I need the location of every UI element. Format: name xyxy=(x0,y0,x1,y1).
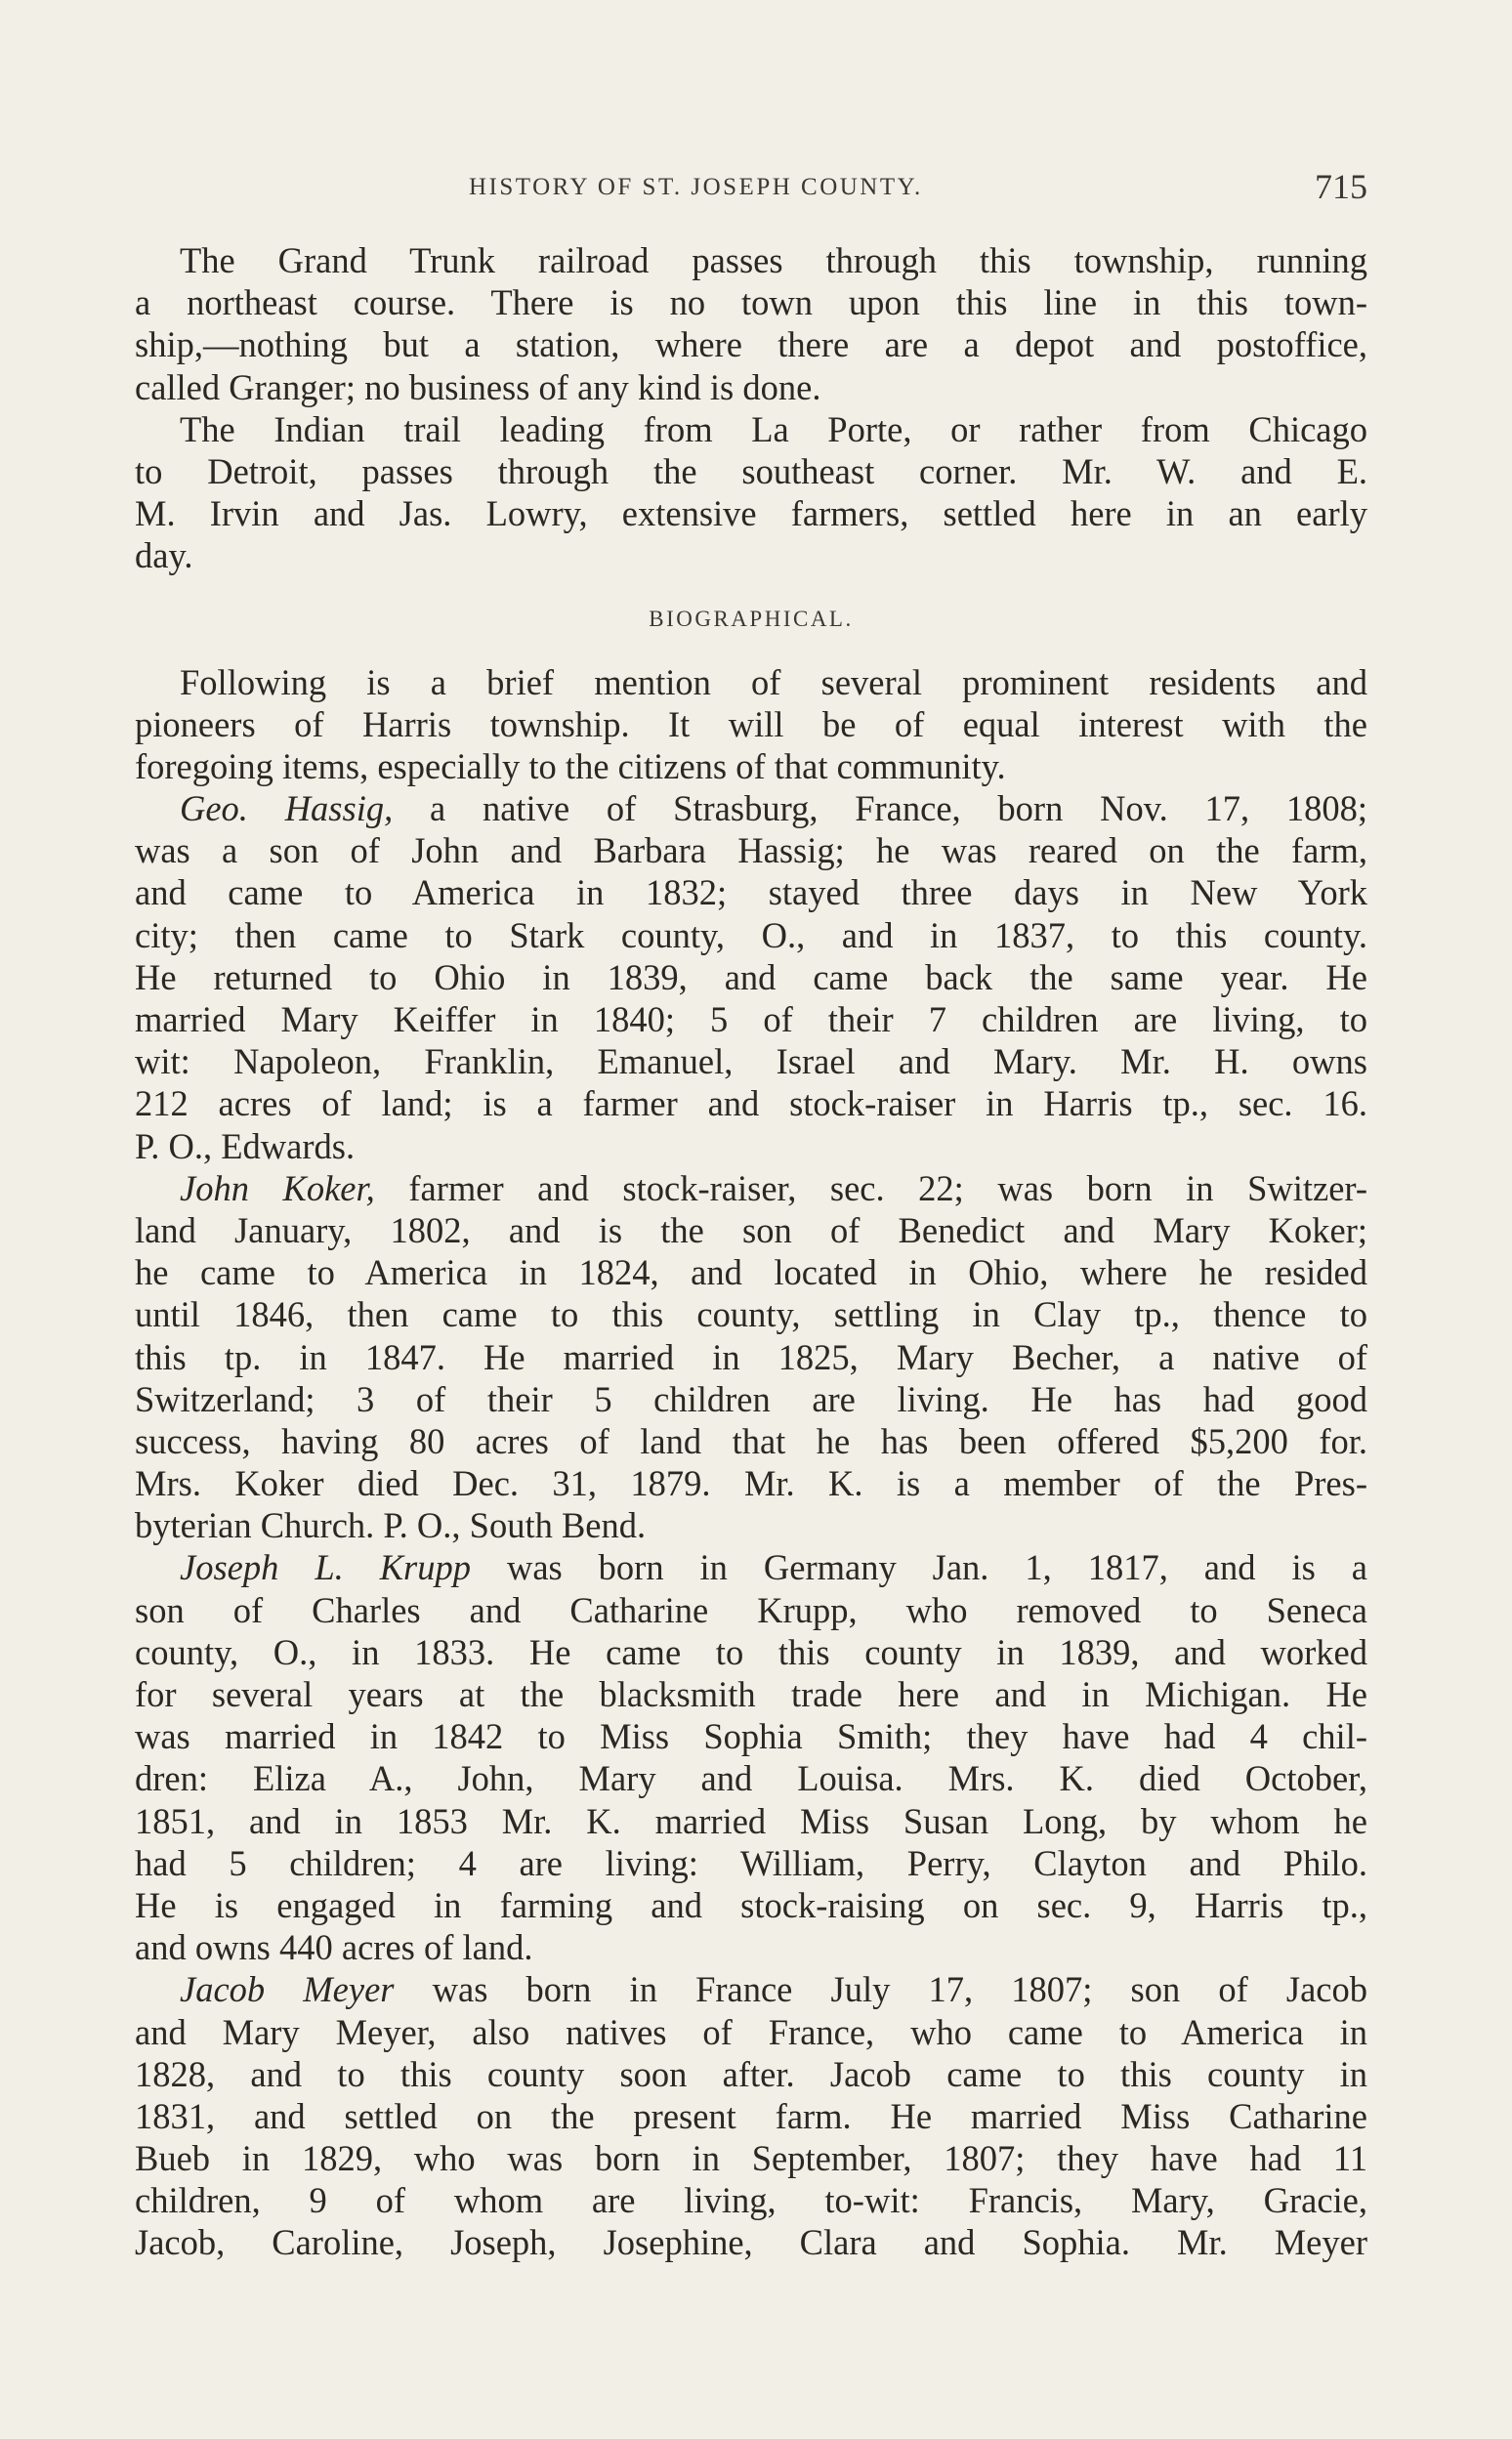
text-line: He is engaged in farming and stock-raising on sec. 9, Harris tp., xyxy=(135,1884,1367,1925)
text-line: 212 acres of land; is a farmer and stock-raiser in Harris tp., sec. 16. xyxy=(135,1083,1367,1124)
person-name: Geo. Hassig, xyxy=(180,788,394,829)
text-line-first xyxy=(135,1968,1367,2010)
text-line: was married in 1842 to Miss Sophia Smith; they have had 4 chil- xyxy=(135,1716,1367,1757)
text-body xyxy=(135,239,1367,2264)
text-line: Jacob, Caroline, Joseph, Josephine, Clara and Sophia. Mr. Meyer xyxy=(135,2222,1367,2263)
text-line: Following is a brief mention of several prominent residents and xyxy=(180,661,1367,702)
text-line: byterian Church. P. O., South Bend. xyxy=(135,1505,647,1546)
text-line: pioneers of Harris township. It will be of equal interest with the xyxy=(135,703,1367,744)
text-line: and owns 440 acres of land. xyxy=(135,1927,533,1968)
paragraph-following xyxy=(135,661,1367,788)
text-line: Bueb in 1829, who was born in September, 1807; they have had 11 xyxy=(135,2138,1367,2179)
text-line: ship,—nothing but a station, where there are a depot and postoffice, xyxy=(135,324,1367,365)
text-line: to Detroit, passes through the southeast corner. Mr. W. and E. xyxy=(135,450,1367,491)
text-line: called Granger; no business of any kind is done. xyxy=(135,366,821,407)
text-line: 1828, and to this county soon after. Jacob came to this county in xyxy=(135,2053,1367,2094)
text-line: The Grand Trunk railroad passes through this township, running xyxy=(180,240,1367,280)
text-line: children, 9 of whom are living, to-wit: Francis, Mary, Gracie, xyxy=(135,2180,1367,2221)
text-line: he came to America in 1824, and located in Ohio, where he resided xyxy=(135,1252,1367,1293)
text-line: was a son of John and Barbara Hassig; he was reared on the farm, xyxy=(135,830,1367,871)
text-line-first xyxy=(135,787,1367,829)
text-line: dren: Eliza A., John, Mary and Louisa. Mrs. K. died October, xyxy=(135,1758,1367,1799)
text-line: and Mary Meyer, also natives of France, who came to America in xyxy=(135,2011,1367,2052)
text-run: was born in France July 17, 1807; son of Jacob xyxy=(394,1969,1367,2010)
text-line: The Indian trail leading from La Porte, or rather from Chicago xyxy=(180,408,1367,449)
biography-john-koker xyxy=(135,1167,1367,1547)
paragraph-grand-trunk xyxy=(135,239,1367,408)
text-line: 1851, and in 1853 Mr. K. married Miss Susan Long, by whom he xyxy=(135,1800,1367,1841)
text-run: farmer and stock-raiser, sec. 22; was born in Switzer- xyxy=(374,1167,1367,1208)
running-head xyxy=(137,166,1367,215)
text-line: Mrs. Koker died Dec. 31, 1879. Mr. K. is a member of the Pres- xyxy=(135,1463,1367,1504)
text-run: was born in Germany Jan. 1, 1817, and is a xyxy=(471,1547,1367,1588)
text-line: wit: Napoleon, Franklin, Emanuel, Israel and Mary. Mr. H. owns xyxy=(135,1041,1367,1082)
text-line: this tp. in 1847. He married in 1825, Mary Becher, a native of xyxy=(135,1336,1367,1377)
section-heading-biographical: BIOGRAPHICAL. xyxy=(649,606,854,631)
text-line: Switzerland; 3 of their 5 children are living. He has had good xyxy=(135,1378,1367,1419)
biography-jacob-meyer xyxy=(135,1968,1367,2263)
text-line: had 5 children; 4 are living: William, Perry, Clayton and Philo. xyxy=(135,1842,1367,1883)
text-line: and came to America in 1832; stayed three days in New York xyxy=(135,872,1367,913)
text-line: foregoing items, especially to the citizens of that community. xyxy=(135,745,1006,786)
text-run: a native of Strasburg, France, born Nov. 17, 1808; xyxy=(393,788,1367,829)
text-line-first xyxy=(135,1167,1367,1209)
text-line: success, having 80 acres of land that he has been offered $5,200 for. xyxy=(135,1420,1367,1461)
text-line: P. O., Edwards. xyxy=(135,1125,356,1166)
text-line: married Mary Keiffer in 1840; 5 of their 7 children are living, to xyxy=(135,999,1367,1039)
person-name: John Koker, xyxy=(180,1167,375,1208)
biography-geo-hassig xyxy=(135,787,1367,1167)
text-line: for several years at the blacksmith trade here and in Michigan. He xyxy=(135,1674,1367,1714)
text-line: until 1846, then came to this county, settling in Clay tp., thence to xyxy=(135,1294,1367,1335)
paragraph-indian-trail xyxy=(135,408,1367,577)
running-title: HISTORY OF ST. JOSEPH COUNTY. xyxy=(469,174,923,200)
text-line: land January, 1802, and is the son of Benedict and Mary Koker; xyxy=(135,1209,1367,1250)
text-line-first xyxy=(135,1546,1367,1588)
text-line: county, O., in 1833. He came to this county in 1839, and worked xyxy=(135,1631,1367,1672)
person-name: Joseph L. Krupp xyxy=(180,1547,471,1588)
text-line: son of Charles and Catharine Krupp, who removed to Seneca xyxy=(135,1589,1367,1630)
page-number: 715 xyxy=(1315,167,1367,206)
person-name: Jacob Meyer xyxy=(180,1969,395,2010)
biography-joseph-krupp xyxy=(135,1546,1367,1968)
text-line: day. xyxy=(135,535,193,576)
text-line: a northeast course. There is no town upon this line in this town- xyxy=(135,282,1367,323)
text-line: city; then came to Stark county, O., and in 1837, to this county. xyxy=(135,914,1367,955)
text-line: He returned to Ohio in 1839, and came back the same year. He xyxy=(135,956,1367,997)
text-line: M. Irvin and Jas. Lowry, extensive farmers, settled here in an early xyxy=(135,493,1367,534)
text-line: 1831, and settled on the present farm. He married Miss Catharine xyxy=(135,2095,1367,2136)
